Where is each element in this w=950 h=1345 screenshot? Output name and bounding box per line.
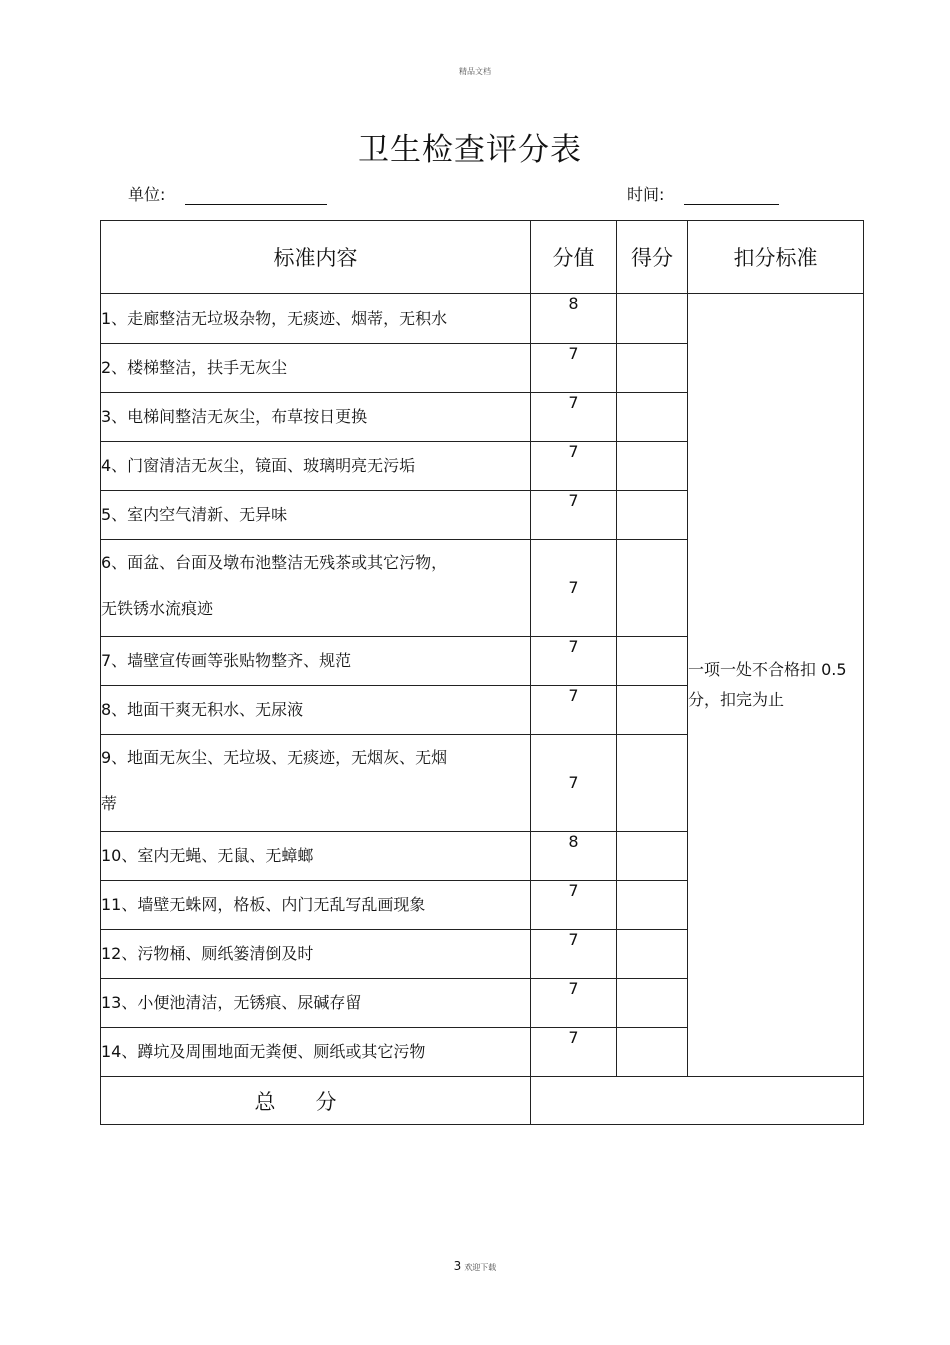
score-cell[interactable]: [617, 930, 688, 979]
score-cell[interactable]: [617, 979, 688, 1028]
row-item-line1: 9、地面无灰尘、无垃圾、无痰迹，无烟灰、无烟: [101, 748, 448, 767]
score-cell[interactable]: [617, 881, 688, 930]
unit-field: [128, 182, 327, 205]
row-item: 1、走廊整洁无垃圾杂物，无痰迹、烟蒂，无积水: [101, 294, 531, 344]
page-title: 卫生检查评分表: [358, 132, 582, 168]
row-item-line1: 6、面盆、台面及墩布池整洁无残茶或其它污物，: [101, 553, 448, 572]
unit-label: 单位:: [128, 185, 166, 204]
unit-blank: [185, 184, 327, 205]
total-score-cell[interactable]: [531, 1077, 864, 1125]
header-content: 标准内容: [101, 221, 531, 294]
row-item: 2、楼梯整洁，扶手无灰尘: [101, 344, 531, 393]
deduction-rule: 一项一处不合格扣 0.5 分，扣完为止: [688, 294, 864, 1077]
row-value: 7: [531, 540, 617, 637]
row-item: 5、室内空气清新、无异味: [101, 491, 531, 540]
time-blank: [684, 184, 779, 205]
time-field: [627, 182, 779, 205]
score-table: [100, 220, 864, 1125]
row-value: 7: [531, 637, 617, 686]
row-item: 12、污物桶、厕纸篓清倒及时: [101, 930, 531, 979]
footer-note: 欢迎下载: [464, 1263, 497, 1272]
score-cell[interactable]: [617, 686, 688, 735]
total-label: 总分: [101, 1077, 531, 1125]
row-item: [101, 735, 531, 832]
header-score: 得分: [617, 221, 688, 294]
row-value: 7: [531, 442, 617, 491]
row-item: 4、门窗清洁无灰尘，镜面、玻璃明亮无污垢: [101, 442, 531, 491]
score-cell[interactable]: [617, 344, 688, 393]
score-cell[interactable]: [617, 442, 688, 491]
row-value: 7: [531, 686, 617, 735]
row-item: 7、墙壁宣传画等张贴物整齐、规范: [101, 637, 531, 686]
row-value: 7: [531, 393, 617, 442]
row-item: 11、墙壁无蛛网，格板、内门无乱写乱画现象: [101, 881, 531, 930]
row-item: [101, 540, 531, 637]
row-value: 7: [531, 979, 617, 1028]
page-footer: [0, 1259, 950, 1273]
score-cell[interactable]: [617, 540, 688, 637]
row-value: 7: [531, 930, 617, 979]
score-cell[interactable]: [617, 393, 688, 442]
header-value: 分值: [531, 221, 617, 294]
score-cell[interactable]: [617, 294, 688, 344]
row-value: 7: [531, 735, 617, 832]
row-value: 8: [531, 294, 617, 344]
row-item: 3、电梯间整洁无灰尘，布草按日更换: [101, 393, 531, 442]
row-item: 10、室内无蝇、无鼠、无蟑螂: [101, 832, 531, 881]
time-label: 时间:: [627, 185, 665, 204]
row-value: 7: [531, 344, 617, 393]
row-value: 8: [531, 832, 617, 881]
score-cell[interactable]: [617, 491, 688, 540]
row-value: 7: [531, 491, 617, 540]
row-value: 7: [531, 1028, 617, 1077]
table-row: [101, 294, 864, 344]
row-item: 13、小便池清洁，无锈痕、尿碱存留: [101, 979, 531, 1028]
score-cell[interactable]: [617, 832, 688, 881]
score-cell[interactable]: [617, 637, 688, 686]
header-deduction: 扣分标准: [688, 221, 864, 294]
row-item-line2: 蒂: [101, 794, 118, 813]
row-item: 14、蹲坑及周围地面无粪便、厕纸或其它污物: [101, 1028, 531, 1077]
row-item: 8、地面干爽无积水、无尿液: [101, 686, 531, 735]
table-header-row: [101, 221, 864, 294]
row-value: 7: [531, 881, 617, 930]
score-cell[interactable]: [617, 735, 688, 832]
total-row: [101, 1077, 864, 1125]
row-item-line2: 无铁锈水流痕迹: [101, 599, 214, 618]
watermark: 精品文档: [459, 67, 491, 76]
score-cell[interactable]: [617, 1028, 688, 1077]
page-number: 3: [453, 1259, 462, 1273]
